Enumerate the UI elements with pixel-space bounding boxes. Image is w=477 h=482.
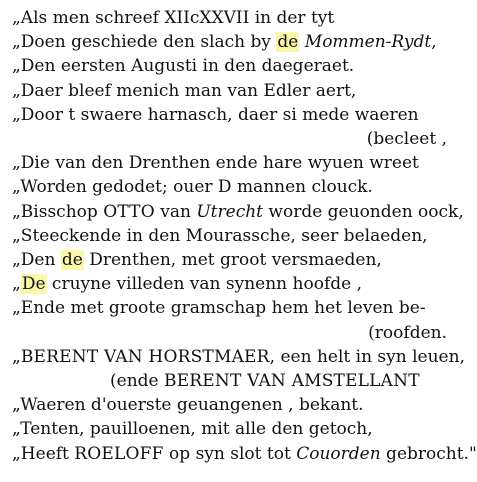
- poem-sc-segment: BERENT VAN HORSTMAER: [20, 347, 270, 367]
- poem-line: [12, 105, 419, 125]
- poem-line: [12, 153, 419, 173]
- poem-sc-segment: OTTO: [103, 202, 155, 222]
- poem-segment: „Den: [12, 250, 61, 270]
- poem-sc-segment: BERENT VAN AMSTELLANT: [164, 371, 420, 391]
- poem-segment: „Die van den Drenthen ende hare wyuen wreet: [12, 153, 419, 173]
- poem-segment: „Ende met groote gramschap hem het leven be-: [12, 298, 426, 318]
- poem-line: [12, 177, 373, 197]
- poem-segment: gebrocht.": [380, 444, 477, 464]
- poem-line: [12, 250, 382, 270]
- poem-line: [12, 274, 362, 294]
- poem-segment: „Tenten, pauilloenen, mit alle den getoch,: [12, 419, 373, 439]
- poem-sc-segment: ROELOFF: [74, 444, 164, 464]
- poem-segment: (ende: [110, 371, 164, 391]
- poem-segment: „Worden gedodet; ouer D mannen clouck.: [12, 177, 373, 197]
- poem-line: [12, 56, 354, 76]
- poem-line: [12, 395, 364, 415]
- poem-segment: ,: [431, 32, 437, 52]
- poem-segment: „Heeft: [12, 444, 75, 464]
- poem-line: [12, 298, 426, 318]
- poem-segment: worde geuonden oock,: [263, 202, 464, 222]
- poem-segment: „Als men schreef XIIcXXVII in der tyt: [12, 8, 335, 28]
- poem-segment: „Steeckende in den Mourassche, seer belaeden,: [12, 226, 428, 246]
- poem-segment: „: [12, 347, 21, 367]
- poem-line: [12, 32, 437, 52]
- poem-segment: op syn slot tot: [163, 444, 297, 464]
- poem-segment: (roofden.: [368, 323, 447, 343]
- poem-it-segment: Mommen-Rydt: [304, 32, 432, 52]
- poem-line: [12, 81, 356, 101]
- poem-segment: van: [154, 202, 197, 222]
- poem-hl-segment: De: [21, 274, 46, 294]
- poem-segment: cruyne villeden van synenn hoofde ,: [46, 274, 362, 294]
- poem-segment: „Door t swaere harnasch, daer si mede waeren: [12, 105, 419, 125]
- poem-segment: „Doen geschiede den slach by: [12, 32, 277, 52]
- poem-line: [12, 202, 464, 222]
- poem-segment: „: [12, 274, 21, 294]
- poem-segment: „Den eersten Augusti in den daegeraet.: [12, 56, 355, 76]
- poem-segment: (becleet ,: [366, 129, 447, 149]
- poem-hl-segment: de: [277, 32, 299, 52]
- poem-segment: Drenthen, met groot versmaeden,: [83, 250, 382, 270]
- poem-line: [12, 8, 334, 28]
- poem-hl-segment: de: [61, 250, 83, 270]
- poem-segment: , een helt in syn leuen,: [269, 347, 465, 367]
- poem-line: [12, 444, 477, 464]
- poem-line: [368, 323, 447, 343]
- poem-segment: „Daer bleef menich man van Edler aert,: [12, 81, 357, 101]
- poem-line: [12, 347, 465, 367]
- poem-line: [12, 419, 373, 439]
- poem-it-segment: Couorden: [296, 444, 381, 464]
- poem-line: [110, 371, 420, 391]
- poem-it-segment: Utrecht: [196, 202, 264, 222]
- poem-segment: „Bisschop: [12, 202, 104, 222]
- poem-segment: „Waeren d'ouerste geuangenen , bekant.: [12, 395, 364, 415]
- poem-line: [367, 129, 447, 149]
- poem-line: [12, 226, 428, 246]
